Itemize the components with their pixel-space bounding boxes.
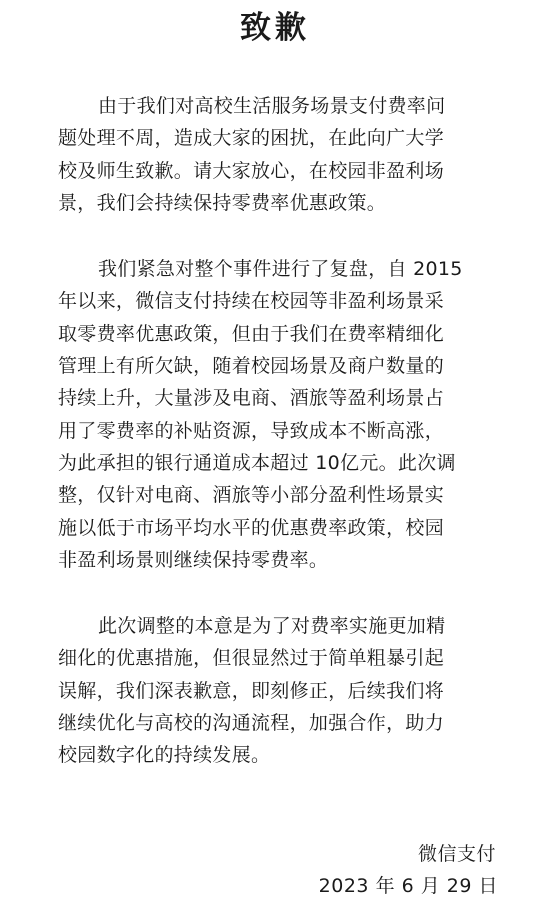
signature-date: 2023 年 6 月 29 日 (318, 875, 498, 897)
letter-title: 致歉 (240, 10, 310, 46)
paragraph-line: 取零费率优惠政策，但由于我们在费率精细化 (58, 322, 445, 345)
paragraph-line: 为此承担的银行通道成本超过 10亿元。此次调 (58, 451, 456, 474)
paragraph-3 (58, 610, 496, 771)
letter-body (58, 90, 496, 806)
paragraph-line: 校园数字化的持续发展。 (58, 744, 271, 767)
paragraph-1 (58, 90, 496, 219)
paragraph-line: 题处理不周，造成大家的困扰，在此向广大学 (58, 127, 445, 150)
paragraph-line: 非盈利场景则继续保持零费率。 (58, 548, 329, 571)
paragraph-line: 年以来，微信支付持续在校园等非盈利场景采 (58, 290, 445, 313)
paragraph-line: 细化的优惠措施，但很显然过于简单粗暴引起 (58, 647, 445, 670)
paragraph-line: 此次调整的本意是为了对费率实施更加精 (98, 615, 446, 638)
paragraph-line: 管理上有所欠缺，随着校园场景及商户数量的 (58, 355, 445, 378)
paragraph-line: 景，我们会持续保持零费率优惠政策。 (58, 191, 387, 214)
paragraph-line: 继续优化与高校的沟通流程，加强合作，助力 (58, 712, 445, 735)
paragraph-line: 施以低于市场平均水平的优惠费率政策，校园 (58, 516, 445, 539)
paragraph-line: 由于我们对高校生活服务场景支付费率问 (98, 95, 446, 117)
paragraph-line: 误解，我们深表歉意，即刻修正，后续我们将 (58, 679, 445, 702)
signature-organization: 微信支付 (417, 843, 496, 865)
paragraph-line: 我们紧急对整个事件进行了复盘，自 2015 (98, 258, 463, 281)
paragraph-line: 用了零费率的补贴资源，导致成本不断高涨， (58, 419, 445, 442)
paragraph-2 (58, 253, 496, 576)
paragraph-line: 校及师生致歉。请大家放心，在校园非盈利场 (58, 159, 445, 182)
paragraph-line: 整，仅针对电商、酒旅等小部分盈利性场景实 (58, 484, 445, 507)
signature-block (319, 838, 498, 902)
paragraph-line: 持续上升，大量涉及电商、酒旅等盈利场景占 (58, 387, 445, 410)
